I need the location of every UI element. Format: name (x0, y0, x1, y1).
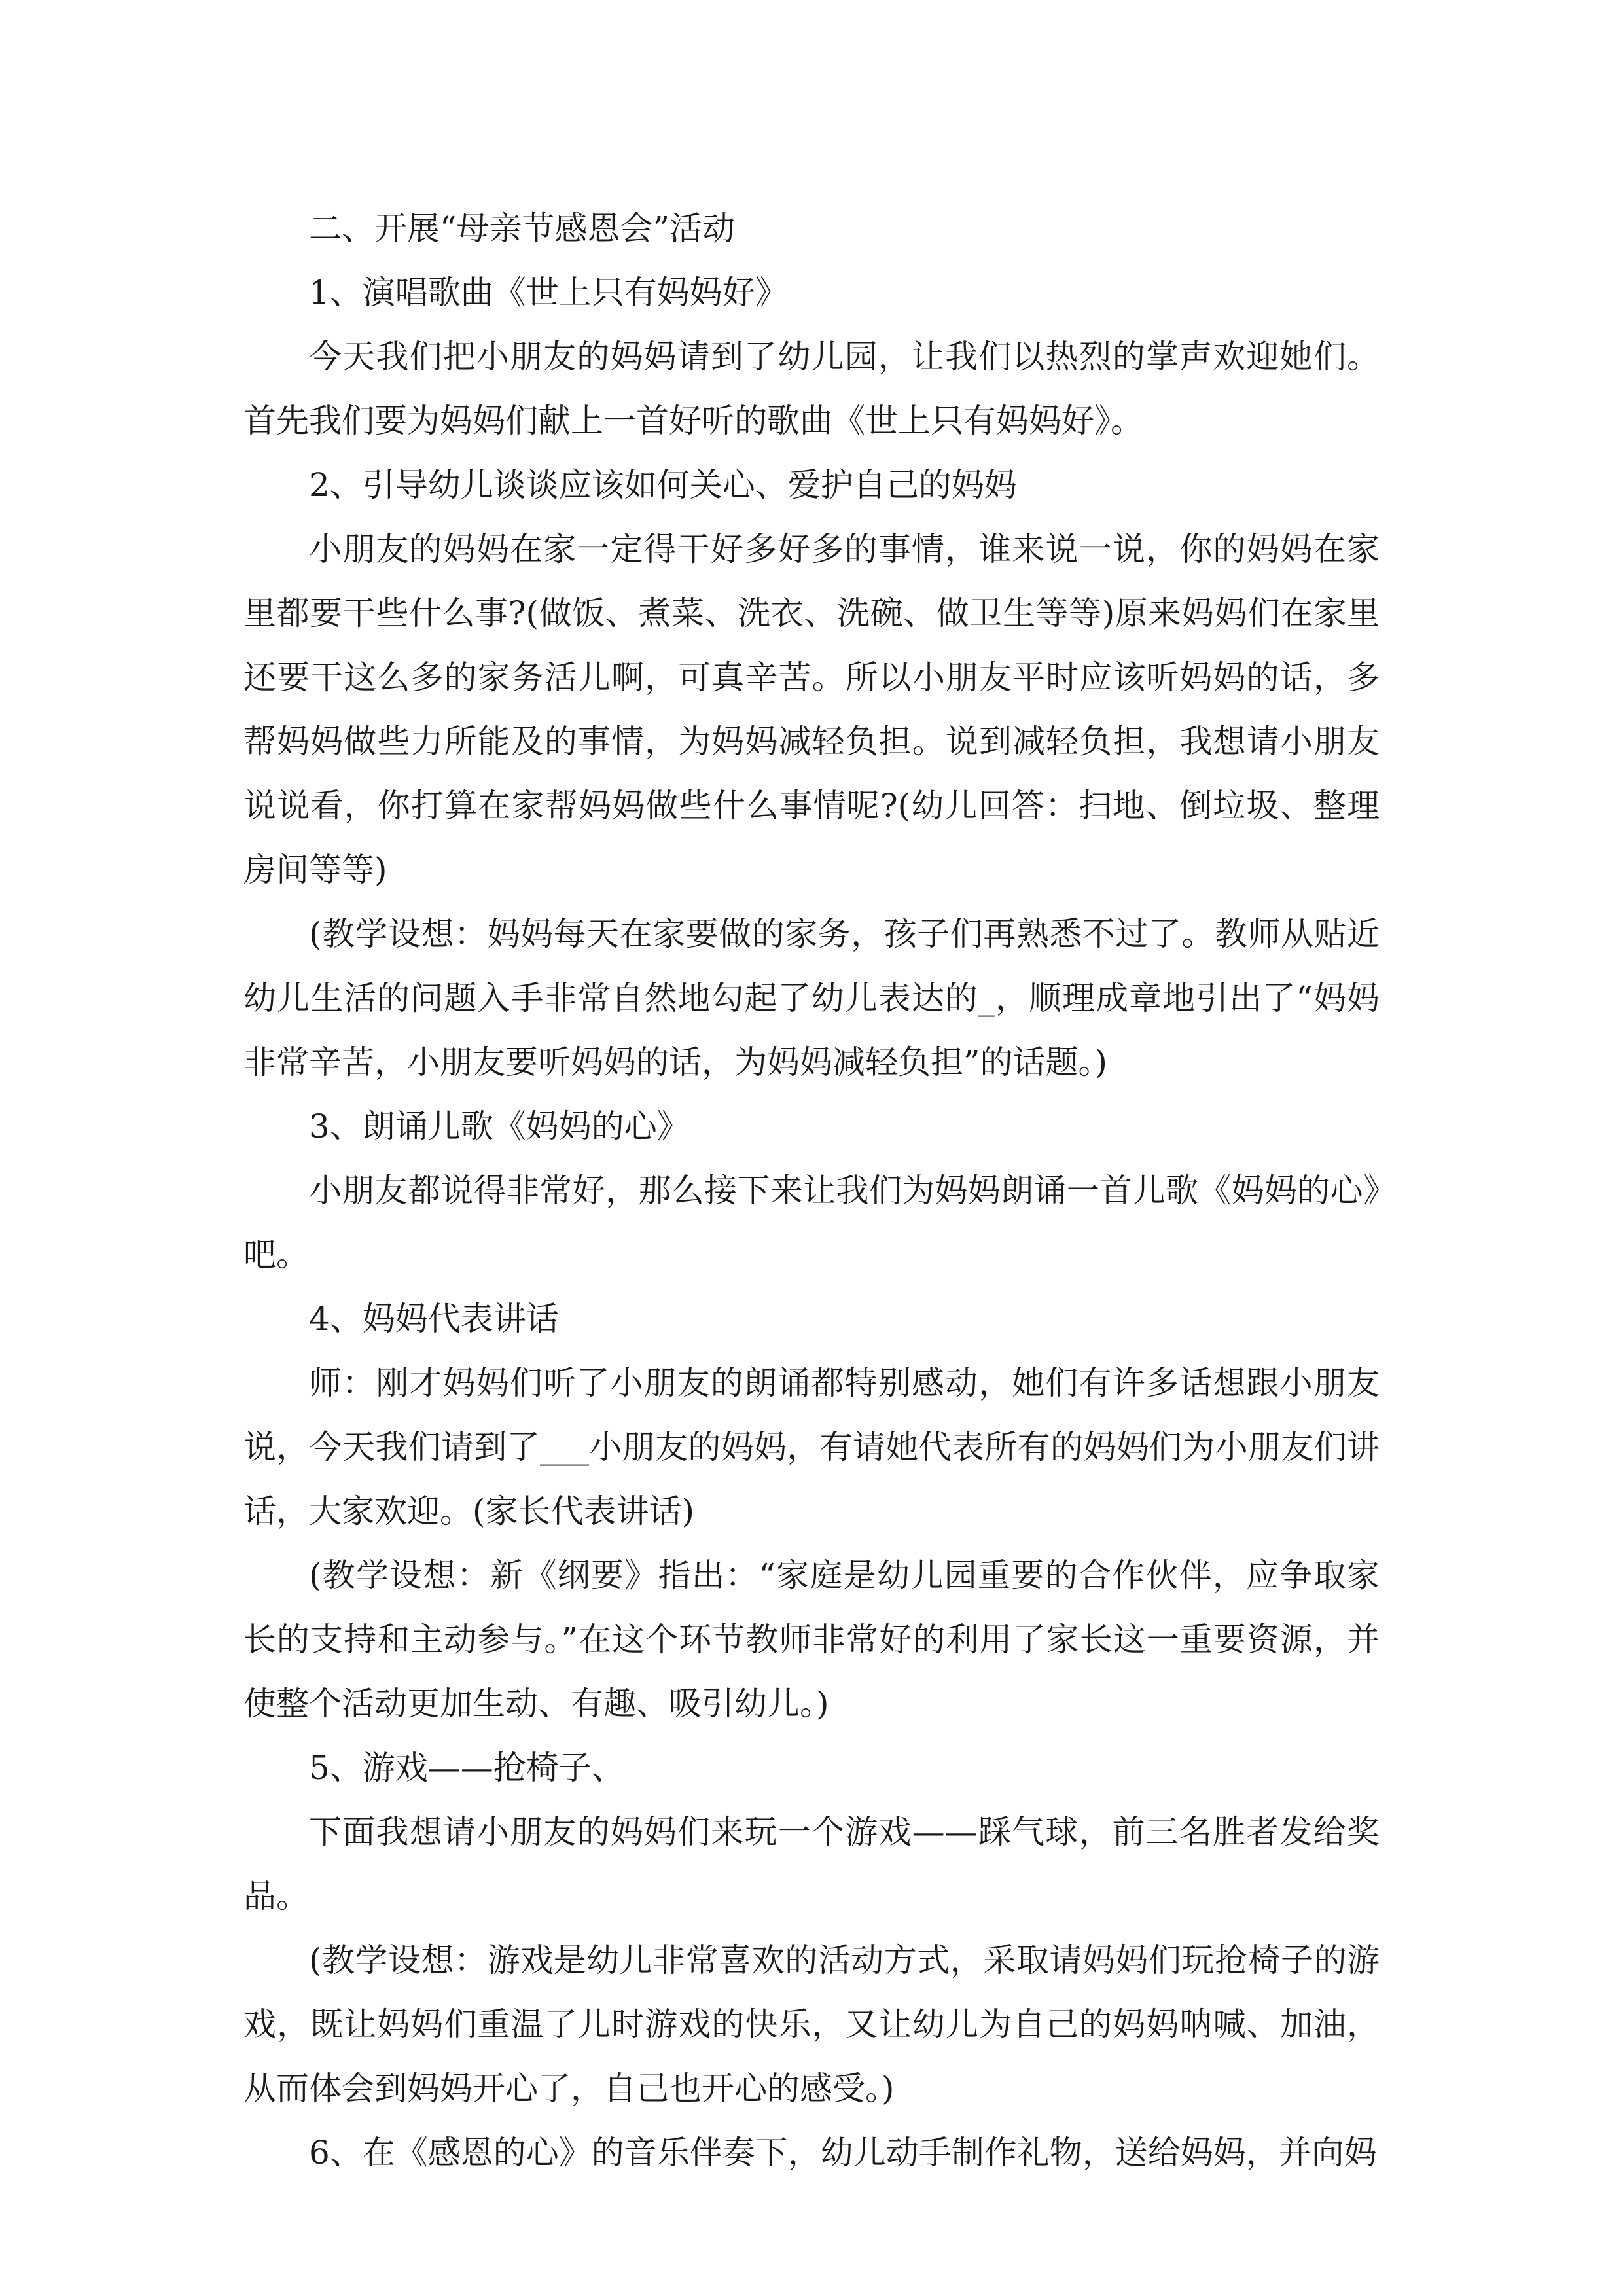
document-body (243, 196, 1380, 2185)
teaching-note-3: (教学设想：游戏是幼儿非常喜欢的活动方式，采取请妈妈们玩抢椅子的游戏，既让妈妈们重温了儿时游戏的快乐，又让幼儿为自己的妈妈呐喊、加油，从而体会到妈妈开心了，自己也开心的感受。) (243, 1941, 1380, 2108)
paragraph-3: 小朋友都说得非常好，那么接下来让我们为妈妈朗诵一首儿歌《妈妈的心》吧。 (243, 1172, 1380, 1274)
section-heading: 二、开展“母亲节感恩会”活动 (309, 209, 736, 247)
paragraph-5: 下面我想请小朋友的妈妈们来玩一个游戏——踩气球，前三名胜者发给奖品。 (243, 1813, 1380, 1915)
step-heading-5: 5、游戏——抢椅子、 (309, 1749, 624, 1787)
step-heading-6: 6、在《感恩的心》的音乐伴奏下，幼儿动手制作礼物，送给妈妈，并向妈 (309, 2134, 1377, 2172)
teaching-note-1: (教学设想：妈妈每天在家要做的家务，孩子们再熟悉不过了。教师从贴近幼儿生活的问题入手非常自然地勾起了幼儿表达的_，顺理成章地引出了“妈妈非常辛苦，小朋友要听妈妈的话，为妈妈减轻负担”的话题。) (243, 915, 1380, 1081)
step-heading-4: 4、妈妈代表讲话 (309, 1300, 559, 1338)
paragraph-1: 今天我们把小朋友的妈妈请到了幼儿园，让我们以热烈的掌声欢迎她们。首先我们要为妈妈们献上一首好听的歌曲《世上只有妈妈好》。 (243, 338, 1380, 440)
step-heading-3: 3、朗诵儿歌《妈妈的心》 (309, 1107, 690, 1145)
paragraph-2: 小朋友的妈妈在家一定得干好多好多的事情，谁来说一说，你的妈妈在家里都要干些什么事?(做饭、煮菜、洗衣、洗碗、做卫生等等)原来妈妈们在家里还要干这么多的家务活儿啊，可真辛苦。所以小朋友平时应该听妈妈的话，多帮妈妈做些力所能及的事情，为妈妈减轻负担。说到减轻负担，我想请小朋友说说看，你打算在家帮妈妈做些什么事情呢?(幼儿回答：扫地、倒垃圾、整理房间等等) (243, 530, 1380, 889)
paragraph-4: 师：刚才妈妈们听了小朋友的朗诵都特别感动，她们有许多话想跟小朋友说，今天我们请到了___小朋友的妈妈，有请她代表所有的妈妈们为小朋友们讲话，大家欢迎。(家长代表讲话) (243, 1364, 1380, 1530)
teaching-note-2: (教学设想：新《纲要》指出：“家庭是幼儿园重要的合作伙伴，应争取家长的支持和主动参与。”在这个环节教师非常好的利用了家长这一重要资源，并使整个活动更加生动、有趣、吸引幼儿。) (243, 1556, 1380, 1723)
step-heading-2: 2、引导幼儿谈谈应该如何关心、爱护自己的妈妈 (309, 466, 1017, 504)
step-heading-1: 1、演唱歌曲《世上只有妈妈好》 (309, 274, 788, 312)
